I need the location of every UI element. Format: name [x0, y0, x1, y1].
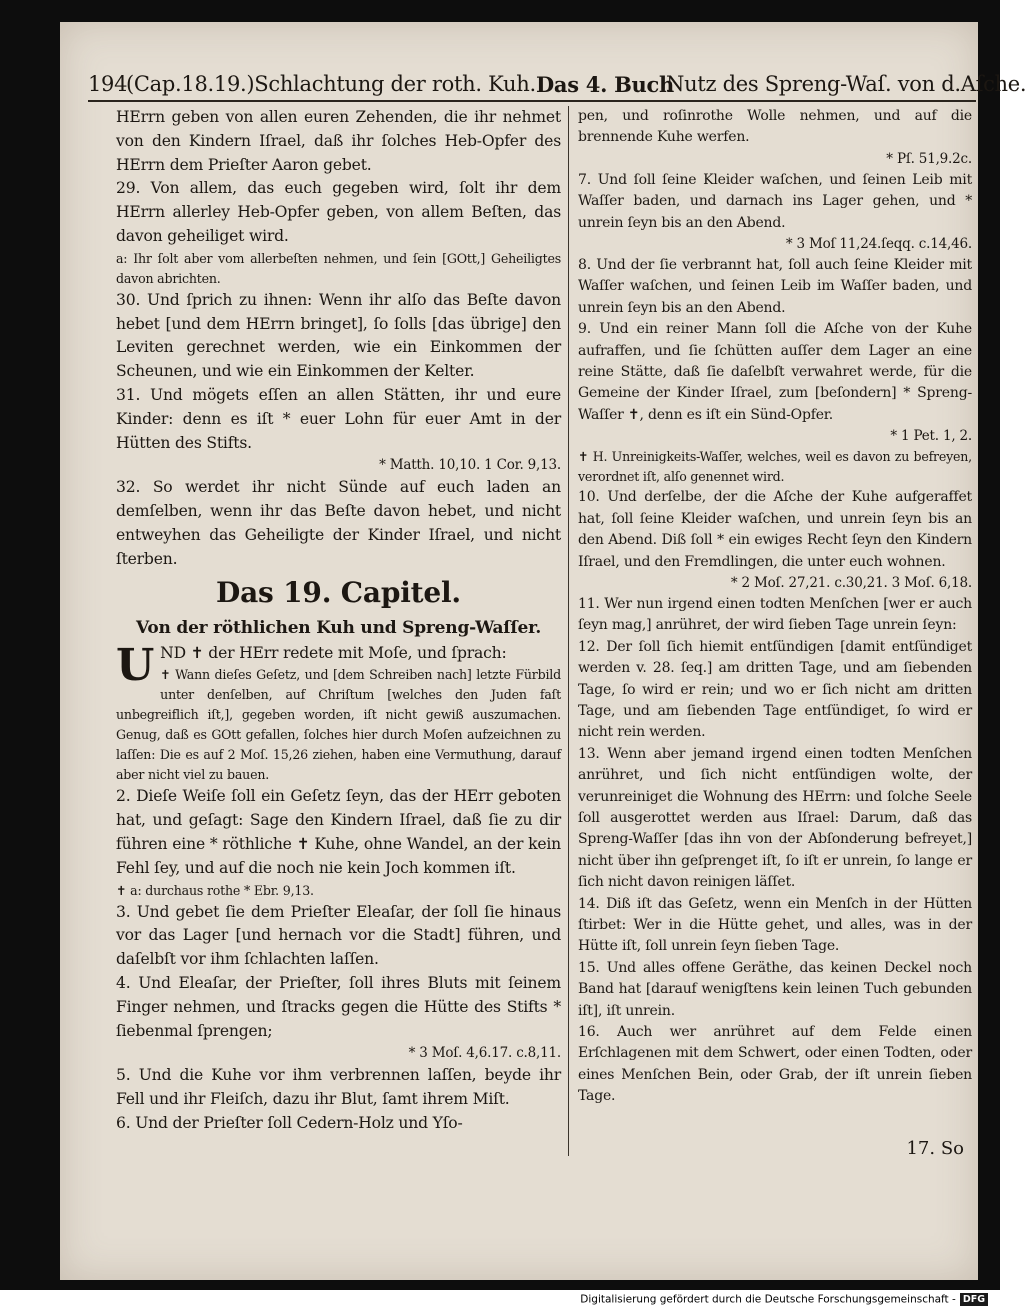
column-divider: [568, 106, 569, 1156]
footnote: ✝ H. Unreinigkeits-Waſſer, welches, weil es davon zu befreyen, verordnet iſt, alſo genennet wird.: [578, 449, 972, 485]
verse-text: ND ✝ der HErr redete mit Moſe, und ſprach:: [160, 643, 507, 662]
running-header: [88, 62, 1026, 102]
footnote: ✝ a: durchaus rothe * Ebr. 9,13.: [116, 882, 314, 898]
chapter-subtitle: Von der röthlichen Kuh und Spreng-Waſſer.: [135, 617, 542, 638]
cross-reference: * 1 Pet. 1, 2.: [890, 428, 972, 445]
cross-reference: * 3 Moſ. 4,6.17. c.8,11.: [408, 1045, 561, 1062]
verse-paragraph: 16. Auch wer anrühret auf dem Felde einen Erſchlagenen mit dem Schwert, oder einen Todten, oder eines Menſchen Bein, oder Grab, der iſt unrein ſieben Tage.: [578, 1024, 972, 1105]
digitization-footer: [580, 1293, 988, 1306]
verse-paragraph: 8. Und der ſie verbrannt hat, ſoll auch ſeine Kleider mit Waſſer waſchen, und ſeinen Leib im Waſſer baden, und unrein ſeyn bis an den Abend.: [578, 257, 972, 316]
verse-paragraph: 5. Und die Kuhe vor ihm verbrennen laſſen, beyde ihr Fell und ihr Fleiſch, dazu ihr Blut, ſamt ihrem Miſt.: [116, 1066, 561, 1109]
cross-reference: * Pſ. 51,9.2c.: [886, 150, 972, 167]
cross-reference: * 3 Moſ 11,24.ſeqq. c.14,46.: [785, 236, 972, 253]
right-text-column: [578, 106, 972, 1108]
verse-paragraph: 15. Und alles offene Geräthe, das keinen Deckel noch Band hat [darauf wenigſtens kein leinen Tuch gebunden iſt], iſt unrein.: [578, 959, 972, 1019]
footnote: ✝ Wann dieſes Geſetz, und [dem Schreiben nach] letzte Fürbild unter denſelben, auf Chriſtum [welches den Juden faſt unbegreiflich iſt,], gegeben worden, iſt nicht gewiß auszumachen. Genug, daß es GOtt gefallen, ſolches hier durch Moſen aufzeichnen zu laſſen: Die es auf 2 Moſ. 15,26 ziehen, haben eine Vermuthung, darauf aber nicht viel zu bauen.: [116, 667, 561, 783]
verse-paragraph: 10. Und derſelbe, der die Aſche der Kuhe aufgeraffet hat, ſoll ſeine Kleider waſchen, und unrein ſeyn bis an den Abend. Diß ſoll * ein ewiges Recht ſeyn den Kindern Iſrael, und den Fremdlingen, die unter euch wohnen.: [578, 489, 972, 570]
catchword: 17. So: [906, 1138, 964, 1159]
footnote: a: Ihr ſolt aber vom allerbeſten nehmen, und ſein [GOtt,] Geheiligtes davon abrichten.: [116, 250, 561, 286]
cross-reference: * Matth. 10,10. 1 Cor. 9,13.: [379, 457, 561, 474]
chapter-title: Das 19. Capitel.: [216, 575, 461, 609]
verse-paragraph: 7. Und ſoll ſeine Kleider waſchen, und ſeinen Leib mit Waſſer baden, und darnach ins Lager gehen, und * unrein ſeyn bis an den Abend.: [578, 171, 972, 231]
cross-reference: * 2 Moſ. 27,21. c.30,21. 3 Moſ. 6,18.: [730, 574, 972, 591]
verse-paragraph: HErrn geben von allen euren Zehenden, die ihr nehmet von den Kindern Iſrael, daß ihr ſolches Heb-Opfer des HErrn dem Prieſter Aaron gebet.: [116, 108, 561, 174]
right-running-title: Nutz des Spreng-Waſ. von d.Aſche.: [666, 72, 1026, 96]
page-number: 194: [88, 72, 128, 96]
verse-paragraph: 32. So werdet ihr nicht Sünde auf euch laden an demſelben, wenn ihr das Beſte davon hebet, und nicht entweyhen das Geheiligte der Kinder Iſrael, und nicht ſterben.: [116, 478, 561, 568]
footer-text: Digitalisierung gefördert durch die Deutsche Forschungsgemeinschaft -: [580, 1293, 956, 1306]
verse-paragraph: 6. Und der Prieſter ſoll Cedern-Holz und Yſo-: [116, 1113, 463, 1132]
dfg-logo: DFG: [960, 1293, 988, 1306]
verse-paragraph: 3. Und gebet ſie dem Prieſter Eleaſar, der ſoll ſie hinaus vor das Lager [und hernach vor die Stadt] führen, und daſelbſt vor ihm ſchlachten laſſen.: [116, 902, 561, 969]
verse-paragraph: 31. Und mögets eſſen an allen Stätten, ihr und eure Kinder: denn es iſt * euer Lohn für euer Amt in der Hütten des Stifts.: [116, 385, 561, 452]
verse-paragraph: pen, und roſinrothe Wolle nehmen, und auf die brennende Kuhe werfen.: [578, 108, 972, 146]
verse-paragraph: 9. Und ein reiner Mann ſoll die Aſche von der Kuhe aufraffen, und ſie ſchütten auſſer dem Lager an eine reine Stätte, daß ſie daſelbſt verwahret werde, für die Gemeine der Kinder Iſrael, zum [beſondern] * Spreng-Waſſer ✝, denn es iſt ein Sünd-Opfer.: [578, 321, 972, 423]
drop-capital: U: [116, 639, 155, 691]
verse-paragraph: 13. Wenn aber jemand irgend einen todten Menſchen anrühret, und ſich nicht entſündigen wolte, der verunreiniget die Wohnung des HErrn: und ſolche Seele ſoll ausgerottet werden aus Iſrael: Darum, daß das Spreng-Waſſer [das ihn von der Abſonderung befreyet,] nicht über ihn geſprenget iſt, ſo iſt er unrein, ſo lange er ſich nicht davon reinigen läſſet.: [578, 745, 972, 891]
verse-paragraph: 14. Diß iſt das Geſetz, wenn ein Menſch in der Hütten ſtirbet: Wer in die Hütte gehet, und alles, was in der Hütte iſt, ſoll unrein ſeyn ſieben Tage.: [578, 895, 972, 955]
left-text-column: [116, 106, 561, 1136]
verse-paragraph: 29. Von allem, das euch gegeben wird, ſolt ihr dem HErrn allerley Heb-Opfer geben, von allem Beſten, das davon geheiliget wird.: [116, 179, 561, 245]
verse-paragraph: 2. Dieſe Weiſe ſoll ein Geſetz ſeyn, das der HErr geboten hat, und geſagt: Sage den Kindern Iſrael, daß ſie zu dir führen eine * röthliche ✝ Kuhe, ohne Wandel, an der kein Fehl ſey, und auf die noch nie kein Joch kommen iſt.: [116, 787, 561, 877]
verse-paragraph: 4. Und Eleaſar, der Prieſter, ſoll ihres Bluts mit ſeinem Finger nehmen, und ſtracks gegen die Hütte des Stifts * ſiebenmal ſprengen;: [116, 973, 561, 1040]
left-running-title: (Cap.18.19.)Schlachtung der roth. Kuh.: [126, 72, 536, 96]
verse-paragraph: [116, 639, 561, 691]
verse-paragraph: 12. Der ſoll ſich hiemit entſündigen [damit entſündiget werden v. 28. ſeq.] am dritten Tage, und am ſiebenden Tage, ſo wird er rein; und wo er ſich nicht am dritten Tage, und am ſiebenden Tage entſündiget, ſo wird er nicht rein werden.: [578, 638, 972, 741]
verse-paragraph: 30. Und ſprich zu ihnen: Wenn ihr alſo das Beſte davon hebet [und dem HErrn bringet], ſo ſolls [das übrige] den Leviten gerechnet werden, wie ein Einkommen der Scheunen, und wie ein Einkommen der Kelter.: [116, 290, 561, 381]
verse-paragraph: 11. Wer nun irgend einen todten Menſchen [wer er auch ſeyn mag,] anrühret, der wird ſieben Tage unrein ſeyn:: [578, 595, 972, 634]
book-title: Das 4. Buch: [536, 72, 674, 97]
